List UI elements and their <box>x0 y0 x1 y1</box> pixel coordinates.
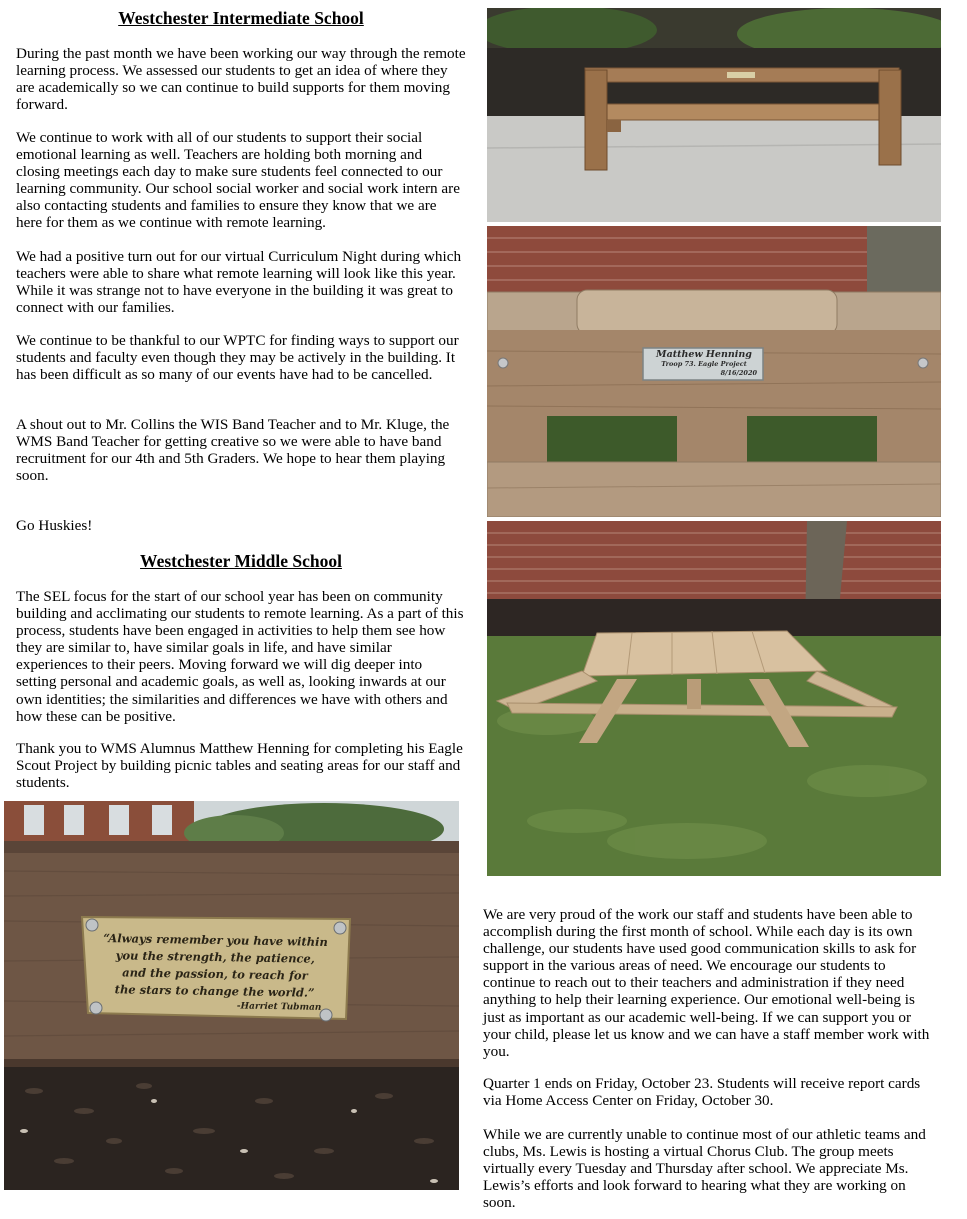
quote-attribution: -Harriet Tubman <box>236 1001 322 1013</box>
wis-signoff: Go Huskies! <box>16 517 93 534</box>
quote-line-4: the stars to change the world.” <box>114 982 315 1000</box>
right-paragraph-1: We are very proud of the work our staff and students have been able to accomplish during the first month of school. While each day is its own challenge, our students have used good communication skills to ask for support in the various areas of need. We encourage our students to continue to reach out to their teachers and administration if they need anything to help their learning experience. Our emotional well-being is just as important as our academic well-being. If we can support you or your child, please let us know and we can have a staff member work with you. <box>483 906 930 1060</box>
wis-paragraph-4: We continue to be thankful to our WPTC for finding ways to support our students and faculty even though they may be actively in the building. It has been difficult as so many of our events have had to be cancelled. <box>16 332 459 384</box>
name-plaque-troop: Troop 73. Eagle Project <box>661 360 747 368</box>
wis-paragraph-3: We had a positive turn out for our virtual Curriculum Night during which teachers were able to share what remote learning will look like this year. While it was strange not to have everyone in the building it was great to connect with our families. <box>16 248 462 317</box>
quote-plaque-text <box>85 930 344 1015</box>
quote-line-3: and the passion, to reach for <box>122 965 308 983</box>
name-plaque-name: Matthew Henning <box>656 349 752 360</box>
wms-paragraph-2: Thank you to WMS Alumnus Matthew Henning for completing his Eagle Scout Project by building picnic tables and seating areas for our staff and students. <box>16 740 463 792</box>
bench-sidewalk-photo <box>487 8 941 222</box>
wis-paragraph-1: During the past month we have been working our way through the remote learning process. We assessed our students to get an idea of where they are academically so we can continue to build supports for them moving forward. <box>16 45 466 114</box>
name-plaque-text <box>645 349 763 378</box>
right-paragraph-3: While we are currently unable to continue most of our athletic teams and clubs, Ms. Lewis is hosting a virtual Chorus Club. The group meets virtually every Tuesday and Thursday after school. We appreciate Ms. Lewis’s efforts and look forward to hearing what they are working on soon. <box>483 1126 926 1212</box>
right-paragraph-2: Quarter 1 ends on Friday, October 23. Students will receive report cards via Home Access Center on Friday, October 30. <box>483 1075 921 1110</box>
quote-line-1: “Always remember you have within <box>103 931 328 949</box>
wis-heading: Westchester Intermediate School <box>118 8 364 28</box>
wms-heading: Westchester Middle School <box>140 551 342 571</box>
wms-paragraph-1: The SEL focus for the start of our school year has been on community building and acclimating our students to remote learning. As a part of this process, students have been engaged in activities to help them see how they are similar to, have similar goals in life, and have similar experiences to their peers. Moving forward we will dig deeper into setting personal and academic goals, as well as, looking inwards at our own identities; the similarities and differences we have with others and how these can be positive. <box>16 588 464 725</box>
quote-line-2: you the strength, the patience, <box>115 948 315 966</box>
picnic-table-photo <box>487 521 941 876</box>
name-plaque-date: 8/16/2020 <box>720 369 757 377</box>
wis-paragraph-2: We continue to work with all of our students to support their social emotional learning as well. Teachers are holding both morning and closing meetings each day to make sure students feel connected to our learning community. Our school social worker and social work intern are also contacting students and families to ensure they know that we are here for them as we continue with remote learning. <box>16 129 460 232</box>
wis-paragraph-5: A shout out to Mr. Collins the WIS Band Teacher and to Mr. Kluge, the WMS Band Teacher for getting creative so we were able to have band recruitment for our 4th and 5th Graders. We hope to hear them playing soon. <box>16 416 450 485</box>
